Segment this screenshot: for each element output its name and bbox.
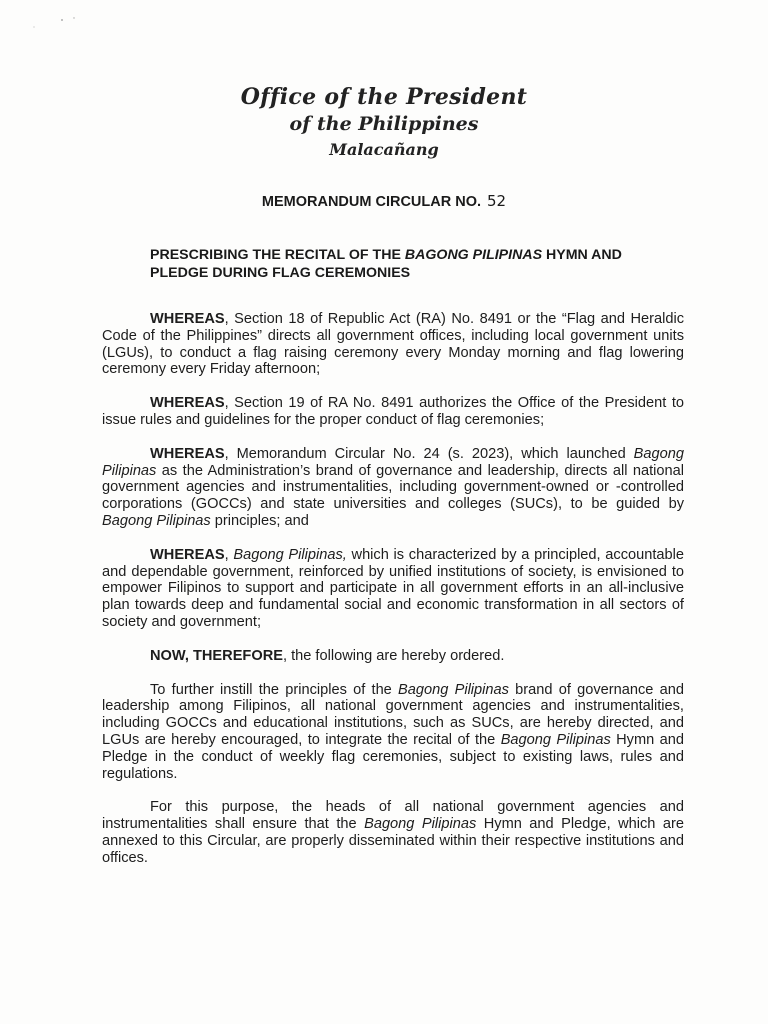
paragraph-italic: Bagong Pilipinas (102, 512, 211, 529)
scan-specks (30, 12, 90, 32)
memorandum-number: 52 (487, 192, 507, 210)
letterhead-country: of the Philippines (289, 113, 479, 135)
paragraph-italic: Bagong Pilipinas (102, 445, 684, 479)
paragraph-now-therefore (102, 648, 684, 665)
paragraph-lead: WHEREAS (150, 445, 225, 462)
paragraph-text: , (224, 546, 234, 563)
paragraph-text: To further instill the principles of the (150, 681, 399, 698)
paragraph-lead: NOW, THEREFORE (150, 647, 283, 664)
paragraph-text: Hymn and Pledge, which are annexed to this Circular, are properly disseminated within their respective institutions and offices. (102, 816, 684, 866)
paragraph-whereas-4 (102, 547, 684, 631)
paragraph-text: principles; and (210, 512, 309, 529)
subject-part-2: HYMN AND PLEDGE DURING FLAG CEREMONIES (150, 247, 622, 281)
subject-italic: BAGONG PILIPINAS (404, 247, 543, 263)
paragraph-text: , Memorandum Circular No. 24 (s. 2023), which launched (224, 445, 634, 462)
paragraph-text: Hymn and Pledge in the conduct of weekly flag ceremonies, subject to existing laws, rules and regulations. (102, 731, 684, 782)
paragraph-text: as the Administration’s brand of governance and leadership, directs all national government agencies and instrumentalities, including government-owned or -controlled corporations (GOCCs) and state universities and colleges (SUCs), to be guided by (102, 462, 684, 513)
paragraph-lead: WHEREAS (150, 395, 225, 412)
memorandum-title: MEMORANDUM CIRCULAR NO. (261, 194, 481, 210)
paragraph-text: brand of governance and leadership among Filipinos, all national government agencies and instrumentalities, including GOCCs and educational institutions, such as SUCs, are hereby directed, and LGUs are hereby encouraged, to integrate the recital of the (102, 681, 684, 748)
paragraph-whereas-3 (102, 446, 684, 530)
paragraph-text: , Section 19 of RA No. 8491 authorizes the Office of the President to issue rules and guidelines for the proper conduct of flag ceremonies; (102, 395, 684, 428)
paragraph-whereas-2 (102, 395, 684, 429)
paragraph-text: , the following are hereby ordered. (282, 647, 505, 664)
paragraph-order (102, 682, 684, 783)
letterhead-office: Office of the President (240, 84, 528, 110)
paragraph-italic: Bagong Pilipinas (500, 731, 611, 748)
paragraph-text: For this purpose, the heads of all national government agencies and instrumentalities shall ensure that the (102, 799, 684, 833)
paragraph-text: , Section 18 of Republic Act (RA) No. 8491 or the “Flag and Heraldic Code of the Philippines” directs all government offices, including local government units (LGUs), to conduct a flag raising ceremony every Monday morning and flag lowering ceremony every Friday afternoon; (102, 311, 684, 378)
subject-heading (150, 246, 670, 282)
paragraph-lead: WHEREAS (150, 546, 225, 563)
paragraph-italic: Bagong Pilipinas (364, 816, 477, 833)
paragraph-italic: Bagong Pilipinas, (233, 546, 347, 563)
letterhead-place: Malacañang (329, 140, 439, 159)
paragraph-text: which is characterized by a principled, accountable and dependable government, reinforced by unified institutions of society, is envisioned to empower Filipinos to support and participate in all government efforts in an all-inclusive plan towards deep and fundamental social and economic transformation in all sectors of society and government; (102, 546, 685, 630)
memorandum-heading (0, 192, 768, 210)
document-body (102, 311, 684, 884)
paragraph-italic: Bagong Pilipinas (398, 681, 509, 698)
subject-part-1: PRESCRIBING THE RECITAL OF THE (150, 247, 405, 263)
paragraph-lead: WHEREAS (150, 311, 225, 327)
paragraph-whereas-1 (102, 311, 684, 378)
paragraph-purpose (102, 799, 684, 866)
